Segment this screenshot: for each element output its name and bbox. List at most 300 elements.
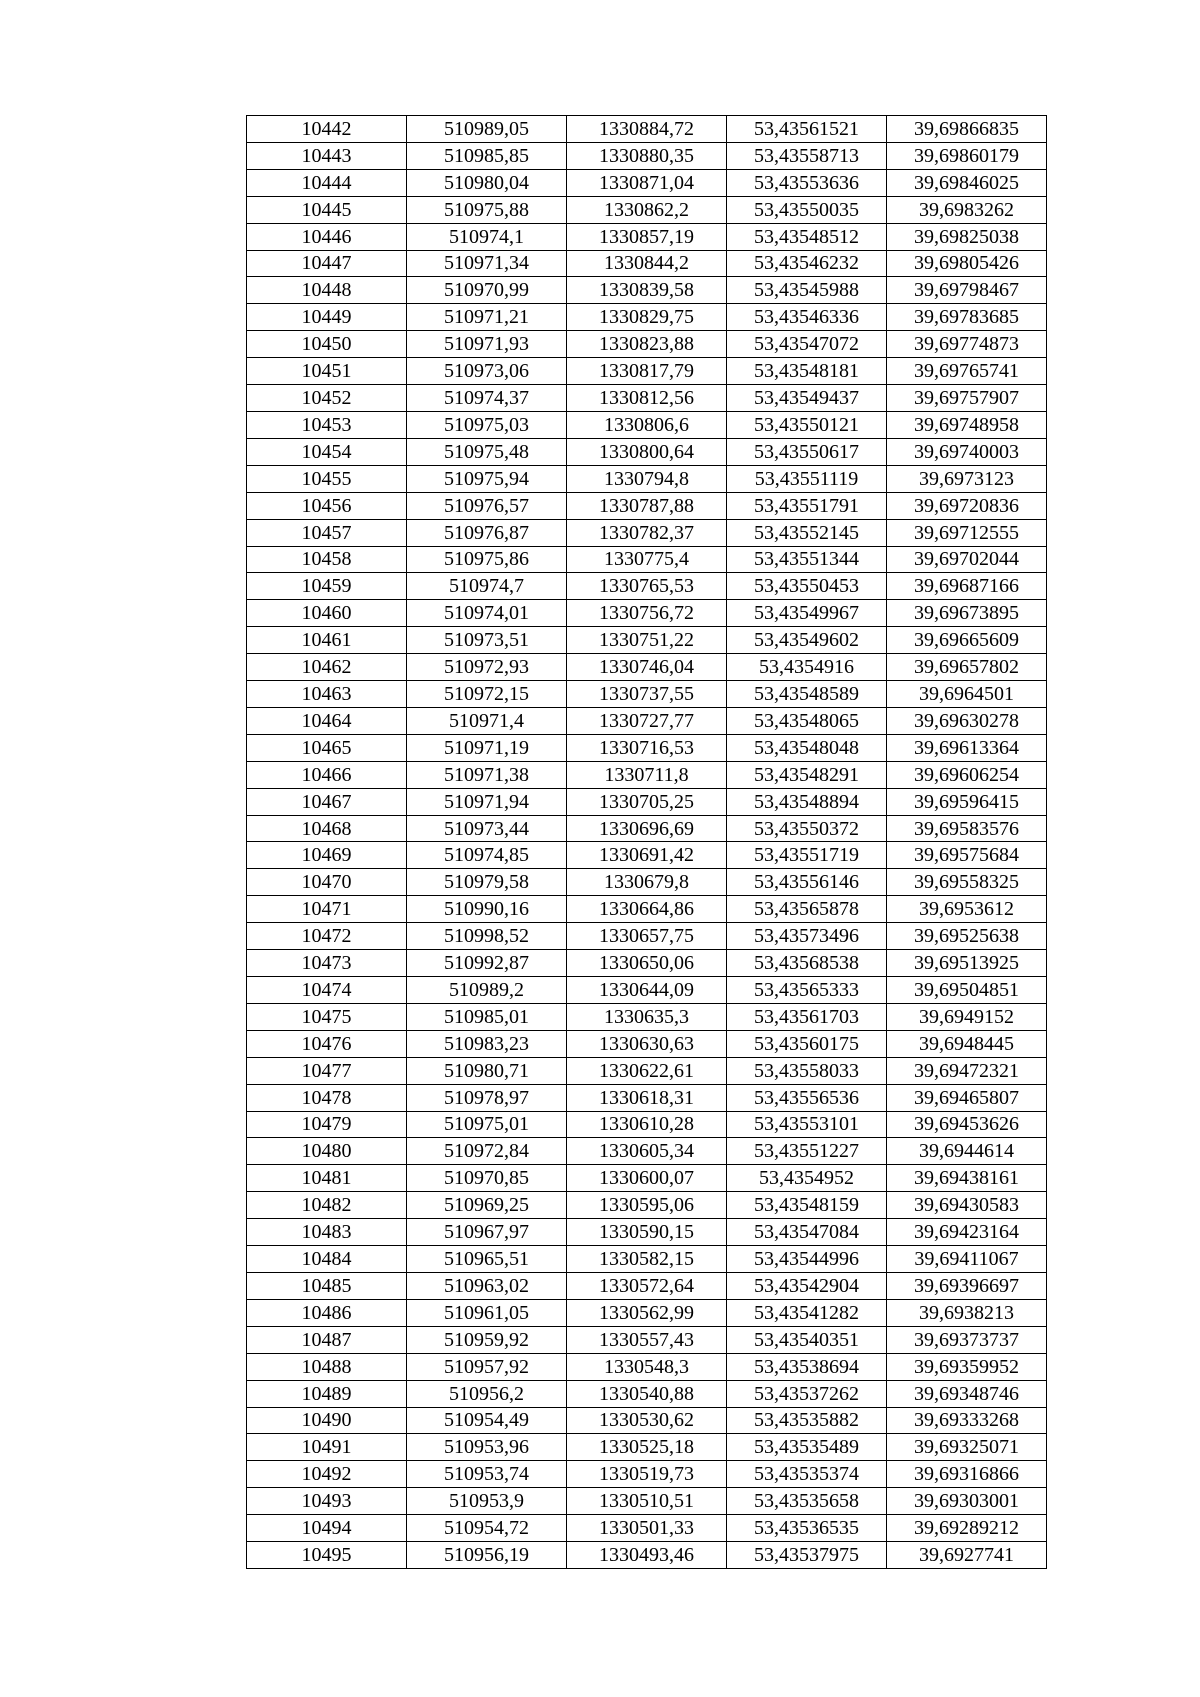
table-row: [247, 196, 1047, 223]
longitude-cell: 39,69720836: [887, 492, 1047, 519]
x-coordinate-cell: 510980,71: [407, 1057, 567, 1084]
table-row: [247, 1461, 1047, 1488]
longitude-cell: 39,69359952: [887, 1353, 1047, 1380]
x-coordinate-cell: 510961,05: [407, 1299, 567, 1326]
longitude-cell: 39,69316866: [887, 1461, 1047, 1488]
longitude-cell: 39,69575684: [887, 842, 1047, 869]
x-coordinate-cell: 510983,23: [407, 1030, 567, 1057]
latitude-cell: 53,4354916: [727, 654, 887, 681]
point-number-cell: 10472: [247, 923, 407, 950]
x-coordinate-cell: 510972,93: [407, 654, 567, 681]
latitude-cell: 53,43541282: [727, 1299, 887, 1326]
latitude-cell: 53,43551344: [727, 546, 887, 573]
y-coordinate-cell: 1330880,35: [567, 142, 727, 169]
y-coordinate-cell: 1330787,88: [567, 492, 727, 519]
table-row: [247, 169, 1047, 196]
point-number-cell: 10453: [247, 411, 407, 438]
latitude-cell: 53,43548291: [727, 761, 887, 788]
table-row: [247, 277, 1047, 304]
x-coordinate-cell: 510974,01: [407, 600, 567, 627]
latitude-cell: 53,43548065: [727, 707, 887, 734]
y-coordinate-cell: 1330644,09: [567, 977, 727, 1004]
x-coordinate-cell: 510972,15: [407, 681, 567, 708]
x-coordinate-cell: 510992,87: [407, 950, 567, 977]
table-row: [247, 923, 1047, 950]
latitude-cell: 53,43536535: [727, 1515, 887, 1542]
x-coordinate-cell: 510971,94: [407, 788, 567, 815]
table-row: [247, 896, 1047, 923]
longitude-cell: 39,6949152: [887, 1003, 1047, 1030]
y-coordinate-cell: 1330727,77: [567, 707, 727, 734]
longitude-cell: 39,69430583: [887, 1192, 1047, 1219]
point-number-cell: 10485: [247, 1272, 407, 1299]
point-number-cell: 10494: [247, 1515, 407, 1542]
latitude-cell: 53,43550121: [727, 411, 887, 438]
longitude-cell: 39,6983262: [887, 196, 1047, 223]
table-row: [247, 1057, 1047, 1084]
longitude-cell: 39,69748958: [887, 411, 1047, 438]
x-coordinate-cell: 510970,99: [407, 277, 567, 304]
point-number-cell: 10480: [247, 1138, 407, 1165]
longitude-cell: 39,69583576: [887, 815, 1047, 842]
point-number-cell: 10459: [247, 573, 407, 600]
latitude-cell: 53,43550035: [727, 196, 887, 223]
table-row: [247, 950, 1047, 977]
latitude-cell: 53,43537262: [727, 1380, 887, 1407]
longitude-cell: 39,69411067: [887, 1246, 1047, 1273]
y-coordinate-cell: 1330493,46: [567, 1542, 727, 1569]
x-coordinate-cell: 510979,58: [407, 869, 567, 896]
x-coordinate-cell: 510975,88: [407, 196, 567, 223]
y-coordinate-cell: 1330751,22: [567, 627, 727, 654]
latitude-cell: 53,43565878: [727, 896, 887, 923]
longitude-cell: 39,69673895: [887, 600, 1047, 627]
point-number-cell: 10454: [247, 438, 407, 465]
y-coordinate-cell: 1330775,4: [567, 546, 727, 573]
longitude-cell: 39,6953612: [887, 896, 1047, 923]
y-coordinate-cell: 1330737,55: [567, 681, 727, 708]
y-coordinate-cell: 1330782,37: [567, 519, 727, 546]
point-number-cell: 10473: [247, 950, 407, 977]
point-number-cell: 10457: [247, 519, 407, 546]
longitude-cell: 39,69613364: [887, 734, 1047, 761]
y-coordinate-cell: 1330691,42: [567, 842, 727, 869]
latitude-cell: 53,43558713: [727, 142, 887, 169]
y-coordinate-cell: 1330829,75: [567, 304, 727, 331]
x-coordinate-cell: 510971,38: [407, 761, 567, 788]
point-number-cell: 10477: [247, 1057, 407, 1084]
longitude-cell: 39,69630278: [887, 707, 1047, 734]
x-coordinate-cell: 510976,57: [407, 492, 567, 519]
table-row: [247, 1407, 1047, 1434]
y-coordinate-cell: 1330705,25: [567, 788, 727, 815]
latitude-cell: 53,43568538: [727, 950, 887, 977]
latitude-cell: 53,43535882: [727, 1407, 887, 1434]
point-number-cell: 10450: [247, 331, 407, 358]
latitude-cell: 53,43546232: [727, 250, 887, 277]
table-row: [247, 1488, 1047, 1515]
x-coordinate-cell: 510975,03: [407, 411, 567, 438]
y-coordinate-cell: 1330794,8: [567, 465, 727, 492]
point-number-cell: 10461: [247, 627, 407, 654]
x-coordinate-cell: 510969,25: [407, 1192, 567, 1219]
y-coordinate-cell: 1330510,51: [567, 1488, 727, 1515]
x-coordinate-cell: 510974,7: [407, 573, 567, 600]
table-row: [247, 1353, 1047, 1380]
table-row: [247, 1111, 1047, 1138]
x-coordinate-cell: 510957,92: [407, 1353, 567, 1380]
latitude-cell: 53,43547084: [727, 1219, 887, 1246]
latitude-cell: 53,43551791: [727, 492, 887, 519]
table-row: [247, 304, 1047, 331]
longitude-cell: 39,69825038: [887, 223, 1047, 250]
y-coordinate-cell: 1330595,06: [567, 1192, 727, 1219]
point-number-cell: 10456: [247, 492, 407, 519]
x-coordinate-cell: 510989,2: [407, 977, 567, 1004]
table-row: [247, 761, 1047, 788]
point-number-cell: 10446: [247, 223, 407, 250]
longitude-cell: 39,69774873: [887, 331, 1047, 358]
x-coordinate-cell: 510975,01: [407, 1111, 567, 1138]
table-row: [247, 438, 1047, 465]
longitude-cell: 39,69757907: [887, 385, 1047, 412]
latitude-cell: 53,43553101: [727, 1111, 887, 1138]
point-number-cell: 10451: [247, 358, 407, 385]
table-row: [247, 627, 1047, 654]
y-coordinate-cell: 1330525,18: [567, 1434, 727, 1461]
longitude-cell: 39,69333268: [887, 1407, 1047, 1434]
table-row: [247, 815, 1047, 842]
latitude-cell: 53,43548159: [727, 1192, 887, 1219]
longitude-cell: 39,69740003: [887, 438, 1047, 465]
x-coordinate-cell: 510973,51: [407, 627, 567, 654]
table-row: [247, 1326, 1047, 1353]
x-coordinate-cell: 510953,96: [407, 1434, 567, 1461]
y-coordinate-cell: 1330650,06: [567, 950, 727, 977]
longitude-cell: 39,69783685: [887, 304, 1047, 331]
point-number-cell: 10470: [247, 869, 407, 896]
x-coordinate-cell: 510971,93: [407, 331, 567, 358]
x-coordinate-cell: 510973,44: [407, 815, 567, 842]
y-coordinate-cell: 1330562,99: [567, 1299, 727, 1326]
y-coordinate-cell: 1330664,86: [567, 896, 727, 923]
point-number-cell: 10467: [247, 788, 407, 815]
latitude-cell: 53,43565333: [727, 977, 887, 1004]
longitude-cell: 39,69606254: [887, 761, 1047, 788]
x-coordinate-cell: 510974,37: [407, 385, 567, 412]
y-coordinate-cell: 1330765,53: [567, 573, 727, 600]
longitude-cell: 39,69702044: [887, 546, 1047, 573]
longitude-cell: 39,6927741: [887, 1542, 1047, 1569]
latitude-cell: 53,43549602: [727, 627, 887, 654]
longitude-cell: 39,69866835: [887, 116, 1047, 143]
table-row: [247, 734, 1047, 761]
point-number-cell: 10468: [247, 815, 407, 842]
latitude-cell: 53,43556536: [727, 1084, 887, 1111]
longitude-cell: 39,69525638: [887, 923, 1047, 950]
y-coordinate-cell: 1330501,33: [567, 1515, 727, 1542]
x-coordinate-cell: 510976,87: [407, 519, 567, 546]
table-row: [247, 600, 1047, 627]
table-row: [247, 250, 1047, 277]
x-coordinate-cell: 510980,04: [407, 169, 567, 196]
point-number-cell: 10444: [247, 169, 407, 196]
x-coordinate-cell: 510985,85: [407, 142, 567, 169]
point-number-cell: 10478: [247, 1084, 407, 1111]
latitude-cell: 53,43547072: [727, 331, 887, 358]
longitude-cell: 39,69472321: [887, 1057, 1047, 1084]
latitude-cell: 53,43535374: [727, 1461, 887, 1488]
y-coordinate-cell: 1330610,28: [567, 1111, 727, 1138]
point-number-cell: 10482: [247, 1192, 407, 1219]
table-row: [247, 654, 1047, 681]
table-row: [247, 519, 1047, 546]
y-coordinate-cell: 1330806,6: [567, 411, 727, 438]
point-number-cell: 10474: [247, 977, 407, 1004]
longitude-cell: 39,6944614: [887, 1138, 1047, 1165]
latitude-cell: 53,43548181: [727, 358, 887, 385]
table-row: [247, 681, 1047, 708]
x-coordinate-cell: 510956,19: [407, 1542, 567, 1569]
longitude-cell: 39,69438161: [887, 1165, 1047, 1192]
latitude-cell: 53,43540351: [727, 1326, 887, 1353]
coordinates-table: [246, 115, 1047, 1569]
latitude-cell: 53,43551119: [727, 465, 887, 492]
latitude-cell: 53,43548512: [727, 223, 887, 250]
latitude-cell: 53,43548048: [727, 734, 887, 761]
y-coordinate-cell: 1330540,88: [567, 1380, 727, 1407]
point-number-cell: 10464: [247, 707, 407, 734]
table-row: [247, 1219, 1047, 1246]
y-coordinate-cell: 1330657,75: [567, 923, 727, 950]
table-row: [247, 465, 1047, 492]
latitude-cell: 53,43550617: [727, 438, 887, 465]
point-number-cell: 10471: [247, 896, 407, 923]
latitude-cell: 53,43551719: [727, 842, 887, 869]
y-coordinate-cell: 1330679,8: [567, 869, 727, 896]
x-coordinate-cell: 510974,1: [407, 223, 567, 250]
table-row: [247, 707, 1047, 734]
x-coordinate-cell: 510972,84: [407, 1138, 567, 1165]
longitude-cell: 39,69289212: [887, 1515, 1047, 1542]
table-row: [247, 1084, 1047, 1111]
y-coordinate-cell: 1330884,72: [567, 116, 727, 143]
x-coordinate-cell: 510973,06: [407, 358, 567, 385]
x-coordinate-cell: 510954,49: [407, 1407, 567, 1434]
x-coordinate-cell: 510978,97: [407, 1084, 567, 1111]
table-row: [247, 573, 1047, 600]
y-coordinate-cell: 1330746,04: [567, 654, 727, 681]
y-coordinate-cell: 1330857,19: [567, 223, 727, 250]
latitude-cell: 53,43556146: [727, 869, 887, 896]
table-row: [247, 546, 1047, 573]
table-row: [247, 142, 1047, 169]
latitude-cell: 53,43551227: [727, 1138, 887, 1165]
table-row: [247, 1515, 1047, 1542]
x-coordinate-cell: 510953,74: [407, 1461, 567, 1488]
point-number-cell: 10460: [247, 600, 407, 627]
table-row: [247, 842, 1047, 869]
x-coordinate-cell: 510985,01: [407, 1003, 567, 1030]
table-row: [247, 1434, 1047, 1461]
y-coordinate-cell: 1330600,07: [567, 1165, 727, 1192]
x-coordinate-cell: 510965,51: [407, 1246, 567, 1273]
point-number-cell: 10484: [247, 1246, 407, 1273]
point-number-cell: 10455: [247, 465, 407, 492]
latitude-cell: 53,43548894: [727, 788, 887, 815]
table-row: [247, 1138, 1047, 1165]
longitude-cell: 39,69558325: [887, 869, 1047, 896]
table-row: [247, 358, 1047, 385]
y-coordinate-cell: 1330817,79: [567, 358, 727, 385]
y-coordinate-cell: 1330548,3: [567, 1353, 727, 1380]
longitude-cell: 39,6973123: [887, 465, 1047, 492]
x-coordinate-cell: 510971,4: [407, 707, 567, 734]
longitude-cell: 39,69846025: [887, 169, 1047, 196]
table-row: [247, 977, 1047, 1004]
y-coordinate-cell: 1330839,58: [567, 277, 727, 304]
table-row: [247, 492, 1047, 519]
x-coordinate-cell: 510975,94: [407, 465, 567, 492]
longitude-cell: 39,69513925: [887, 950, 1047, 977]
table-row: [247, 331, 1047, 358]
x-coordinate-cell: 510954,72: [407, 1515, 567, 1542]
point-number-cell: 10490: [247, 1407, 407, 1434]
x-coordinate-cell: 510963,02: [407, 1272, 567, 1299]
y-coordinate-cell: 1330716,53: [567, 734, 727, 761]
point-number-cell: 10487: [247, 1326, 407, 1353]
y-coordinate-cell: 1330756,72: [567, 600, 727, 627]
latitude-cell: 53,43545988: [727, 277, 887, 304]
latitude-cell: 53,43548589: [727, 681, 887, 708]
point-number-cell: 10495: [247, 1542, 407, 1569]
y-coordinate-cell: 1330618,31: [567, 1084, 727, 1111]
point-number-cell: 10486: [247, 1299, 407, 1326]
longitude-cell: 39,69423164: [887, 1219, 1047, 1246]
latitude-cell: 53,43550372: [727, 815, 887, 842]
longitude-cell: 39,69687166: [887, 573, 1047, 600]
point-number-cell: 10447: [247, 250, 407, 277]
latitude-cell: 53,4354952: [727, 1165, 887, 1192]
coordinates-table-body: [247, 116, 1047, 1569]
point-number-cell: 10465: [247, 734, 407, 761]
longitude-cell: 39,69373737: [887, 1326, 1047, 1353]
table-row: [247, 1165, 1047, 1192]
point-number-cell: 10448: [247, 277, 407, 304]
y-coordinate-cell: 1330844,2: [567, 250, 727, 277]
y-coordinate-cell: 1330696,69: [567, 815, 727, 842]
y-coordinate-cell: 1330557,43: [567, 1326, 727, 1353]
table-row: [247, 869, 1047, 896]
latitude-cell: 53,43560175: [727, 1030, 887, 1057]
latitude-cell: 53,43535658: [727, 1488, 887, 1515]
x-coordinate-cell: 510971,34: [407, 250, 567, 277]
longitude-cell: 39,69453626: [887, 1111, 1047, 1138]
point-number-cell: 10469: [247, 842, 407, 869]
latitude-cell: 53,43549437: [727, 385, 887, 412]
x-coordinate-cell: 510975,48: [407, 438, 567, 465]
y-coordinate-cell: 1330862,2: [567, 196, 727, 223]
longitude-cell: 39,69805426: [887, 250, 1047, 277]
longitude-cell: 39,69765741: [887, 358, 1047, 385]
latitude-cell: 53,43573496: [727, 923, 887, 950]
table-row: [247, 1003, 1047, 1030]
latitude-cell: 53,43553636: [727, 169, 887, 196]
point-number-cell: 10492: [247, 1461, 407, 1488]
longitude-cell: 39,69712555: [887, 519, 1047, 546]
latitude-cell: 53,43538694: [727, 1353, 887, 1380]
table-row: [247, 1246, 1047, 1273]
longitude-cell: 39,6948445: [887, 1030, 1047, 1057]
x-coordinate-cell: 510953,9: [407, 1488, 567, 1515]
longitude-cell: 39,69325071: [887, 1434, 1047, 1461]
y-coordinate-cell: 1330572,64: [567, 1272, 727, 1299]
longitude-cell: 39,69665609: [887, 627, 1047, 654]
y-coordinate-cell: 1330711,8: [567, 761, 727, 788]
point-number-cell: 10445: [247, 196, 407, 223]
y-coordinate-cell: 1330582,15: [567, 1246, 727, 1273]
point-number-cell: 10475: [247, 1003, 407, 1030]
longitude-cell: 39,6938213: [887, 1299, 1047, 1326]
point-number-cell: 10449: [247, 304, 407, 331]
x-coordinate-cell: 510975,86: [407, 546, 567, 573]
x-coordinate-cell: 510956,2: [407, 1380, 567, 1407]
table-row: [247, 1380, 1047, 1407]
point-number-cell: 10458: [247, 546, 407, 573]
latitude-cell: 53,43561703: [727, 1003, 887, 1030]
x-coordinate-cell: 510998,52: [407, 923, 567, 950]
latitude-cell: 53,43558033: [727, 1057, 887, 1084]
y-coordinate-cell: 1330635,3: [567, 1003, 727, 1030]
point-number-cell: 10462: [247, 654, 407, 681]
table-row: [247, 116, 1047, 143]
table-row: [247, 411, 1047, 438]
x-coordinate-cell: 510971,21: [407, 304, 567, 331]
longitude-cell: 39,69465807: [887, 1084, 1047, 1111]
point-number-cell: 10443: [247, 142, 407, 169]
latitude-cell: 53,43552145: [727, 519, 887, 546]
longitude-cell: 39,69798467: [887, 277, 1047, 304]
point-number-cell: 10442: [247, 116, 407, 143]
y-coordinate-cell: 1330590,15: [567, 1219, 727, 1246]
y-coordinate-cell: 1330630,63: [567, 1030, 727, 1057]
latitude-cell: 53,43537975: [727, 1542, 887, 1569]
x-coordinate-cell: 510990,16: [407, 896, 567, 923]
point-number-cell: 10488: [247, 1353, 407, 1380]
x-coordinate-cell: 510967,97: [407, 1219, 567, 1246]
y-coordinate-cell: 1330519,73: [567, 1461, 727, 1488]
longitude-cell: 39,6964501: [887, 681, 1047, 708]
longitude-cell: 39,69303001: [887, 1488, 1047, 1515]
latitude-cell: 53,43550453: [727, 573, 887, 600]
table-row: [247, 1030, 1047, 1057]
point-number-cell: 10493: [247, 1488, 407, 1515]
longitude-cell: 39,69596415: [887, 788, 1047, 815]
x-coordinate-cell: 510989,05: [407, 116, 567, 143]
latitude-cell: 53,43544996: [727, 1246, 887, 1273]
y-coordinate-cell: 1330812,56: [567, 385, 727, 412]
table-row: [247, 223, 1047, 250]
point-number-cell: 10452: [247, 385, 407, 412]
point-number-cell: 10466: [247, 761, 407, 788]
point-number-cell: 10491: [247, 1434, 407, 1461]
x-coordinate-cell: 510970,85: [407, 1165, 567, 1192]
longitude-cell: 39,69396697: [887, 1272, 1047, 1299]
y-coordinate-cell: 1330605,34: [567, 1138, 727, 1165]
point-number-cell: 10481: [247, 1165, 407, 1192]
table-row: [247, 1299, 1047, 1326]
latitude-cell: 53,43535489: [727, 1434, 887, 1461]
